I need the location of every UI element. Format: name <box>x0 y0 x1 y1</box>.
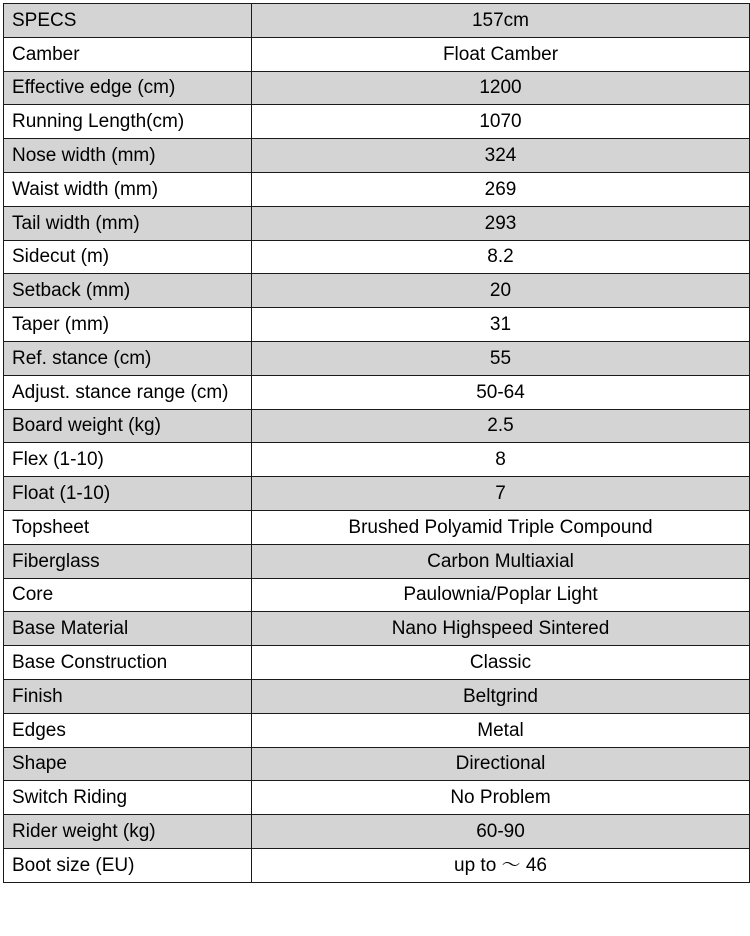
spec-label: Adjust. stance range (cm) <box>4 375 252 409</box>
table-row <box>4 848 750 882</box>
table-row <box>4 274 750 308</box>
table-row <box>4 375 750 409</box>
table-row <box>4 443 750 477</box>
spec-value: 7 <box>252 477 750 511</box>
spec-value: Directional <box>252 747 750 781</box>
spec-label: Rider weight (kg) <box>4 815 252 849</box>
table-row <box>4 139 750 173</box>
table-row <box>4 4 750 38</box>
spec-value: 20 <box>252 274 750 308</box>
spec-value: 1070 <box>252 105 750 139</box>
table-row <box>4 544 750 578</box>
spec-value: 293 <box>252 206 750 240</box>
spec-value: Nano Highspeed Sintered <box>252 612 750 646</box>
table-row <box>4 71 750 105</box>
spec-label: Setback (mm) <box>4 274 252 308</box>
spec-label: Camber <box>4 37 252 71</box>
table-row <box>4 578 750 612</box>
spec-value: Brushed Polyamid Triple Compound <box>252 510 750 544</box>
spec-value: 55 <box>252 341 750 375</box>
spec-label: Flex (1-10) <box>4 443 252 477</box>
spec-label: Core <box>4 578 252 612</box>
spec-label: Board weight (kg) <box>4 409 252 443</box>
spec-label: Tail width (mm) <box>4 206 252 240</box>
spec-value: 50-64 <box>252 375 750 409</box>
spec-label: Taper (mm) <box>4 308 252 342</box>
spec-label: Edges <box>4 713 252 747</box>
spec-label: Base Material <box>4 612 252 646</box>
table-row <box>4 341 750 375</box>
spec-value: 31 <box>252 308 750 342</box>
table-row <box>4 477 750 511</box>
spec-value: Classic <box>252 646 750 680</box>
spec-label: Nose width (mm) <box>4 139 252 173</box>
spec-label: Effective edge (cm) <box>4 71 252 105</box>
table-row <box>4 713 750 747</box>
table-row <box>4 308 750 342</box>
spec-label: Base Construction <box>4 646 252 680</box>
spec-value: 157cm <box>252 4 750 38</box>
table-row <box>4 105 750 139</box>
spec-label: Switch Riding <box>4 781 252 815</box>
table-row <box>4 679 750 713</box>
spec-label: Waist width (mm) <box>4 172 252 206</box>
table-row <box>4 37 750 71</box>
spec-value: Paulownia/Poplar Light <box>252 578 750 612</box>
table-row <box>4 612 750 646</box>
spec-label: Fiberglass <box>4 544 252 578</box>
spec-value: 269 <box>252 172 750 206</box>
spec-label: Ref. stance (cm) <box>4 341 252 375</box>
spec-label: Sidecut (m) <box>4 240 252 274</box>
spec-value: 324 <box>252 139 750 173</box>
spec-label: Topsheet <box>4 510 252 544</box>
table-row <box>4 781 750 815</box>
spec-value: 1200 <box>252 71 750 105</box>
spec-value: Beltgrind <box>252 679 750 713</box>
table-row <box>4 815 750 849</box>
table-row <box>4 172 750 206</box>
spec-label: Shape <box>4 747 252 781</box>
spec-label: Finish <box>4 679 252 713</box>
table-row <box>4 206 750 240</box>
spec-value: Carbon Multiaxial <box>252 544 750 578</box>
spec-value: No Problem <box>252 781 750 815</box>
spec-label: Float (1-10) <box>4 477 252 511</box>
spec-value: 8.2 <box>252 240 750 274</box>
spec-value: up to ～ 46 <box>252 848 750 882</box>
spec-value: Float Camber <box>252 37 750 71</box>
spec-value: 2.5 <box>252 409 750 443</box>
spec-label: Boot size (EU) <box>4 848 252 882</box>
table-row <box>4 747 750 781</box>
spec-value: Metal <box>252 713 750 747</box>
spec-label: SPECS <box>4 4 252 38</box>
spec-label: Running Length(cm) <box>4 105 252 139</box>
table-row <box>4 510 750 544</box>
table-row <box>4 240 750 274</box>
table-row <box>4 646 750 680</box>
table-row <box>4 409 750 443</box>
specs-table <box>3 3 750 883</box>
spec-value: 8 <box>252 443 750 477</box>
spec-value: 60-90 <box>252 815 750 849</box>
